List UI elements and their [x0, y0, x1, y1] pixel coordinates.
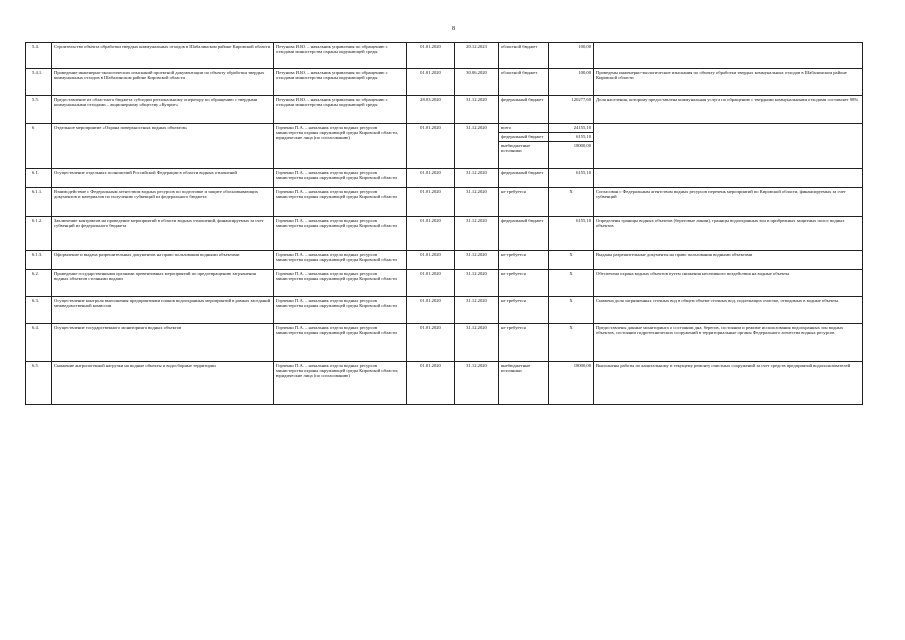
funding-source: внебюджетные источники	[501, 143, 531, 154]
funding-amount: Х	[549, 324, 594, 362]
responsible-executor: Горченко П.А. – начальник отдела водных ресурсов министерства охраны окружающей среды Кировской области	[274, 169, 407, 188]
funding-source: всего	[499, 124, 548, 133]
activity-name: Осуществление контроля выполнения предприятиями планов водоохранных мероприятий в рамках заседаний межведомственной комиссии	[52, 297, 274, 324]
start-date: 01.01.2020	[407, 362, 455, 405]
table-row	[26, 251, 863, 270]
end-date: 31.12.2020	[455, 324, 499, 362]
funding-amount: 24155,10	[549, 124, 593, 133]
responsible-executor: Горченко П.А. – начальник отдела водных ресурсов министерства охраны окружающей среды Кировской области; юридические лица (по согласованию)	[274, 362, 407, 405]
funding-source: областной бюджет	[499, 69, 549, 96]
funding-amount: 6155,10	[549, 133, 593, 142]
row-number: 6	[26, 124, 52, 169]
responsible-executor: Петунова И.Ю. – начальник управления по обращению с отходами министерства охраны окружающей среды	[274, 43, 407, 69]
row-number: 6.1.1.	[26, 188, 52, 217]
funding-amount: 6155,10	[549, 217, 594, 251]
start-date: 01.01.2020	[407, 188, 455, 217]
start-date: 01.01.2020	[407, 297, 455, 324]
start-date: 01.01.2020	[407, 217, 455, 251]
responsible-executor: Горченко П.А. – начальник отдела водных ресурсов министерства охраны окружающей среды Кировской области	[274, 251, 407, 270]
table-row	[26, 362, 863, 405]
funding-source: федеральный бюджет	[499, 96, 549, 124]
end-date: 31.12.2020	[455, 251, 499, 270]
responsible-executor: Горченко П.А. – начальник отдела водных ресурсов министерства охраны окружающей среды Кировской области	[274, 270, 407, 297]
expected-result: Определены границы водных объектов (береговые линии), границы водоохранных зон и прибрежных защитных полос водных объектов	[594, 217, 863, 251]
end-date: 31.12.2020	[455, 362, 499, 405]
activity-name: Снижение антропогенной нагрузки на водные объекты и водосборные территории	[52, 362, 274, 405]
funding-amount: 100,00	[549, 43, 594, 69]
funding-amount: 100,00	[549, 69, 594, 96]
table-row	[26, 297, 863, 324]
expected-result: Согласован с Федеральным агентством водных ресурсов перечень мероприятий по Кировской области, финансируемых за счет субвенций	[594, 188, 863, 217]
table-row	[26, 69, 863, 96]
end-date: 30.06.2020	[455, 69, 499, 96]
row-number: 5.4.1.	[26, 69, 52, 96]
end-date: 20.12.2023	[455, 43, 499, 69]
row-number: 6.1.3.	[26, 251, 52, 270]
funding-source: федеральный бюджет	[499, 169, 549, 188]
expected-result	[594, 124, 863, 169]
row-number: 6.2.	[26, 270, 52, 297]
activity-name: Проведение инженерно-экологических изысканий проектной документации по объекту обработки твердых коммунальных отходов в Шабалинском районе Кировской области	[52, 69, 274, 96]
funding-amount: Х	[549, 270, 594, 297]
end-date: 31.12.2020	[455, 217, 499, 251]
funding-amount: 18000,00	[549, 362, 594, 405]
table-row	[26, 188, 863, 217]
table-row	[26, 96, 863, 124]
funding-amount: 18000,00	[573, 143, 591, 148]
expected-result: Доля населения, которому предоставлена коммунальная услуга по обращению с твердыми коммунальными отходами составляет 98%	[594, 96, 863, 124]
row-number: 5.5.	[26, 96, 52, 124]
start-date: 01.01.2020	[407, 43, 455, 69]
funding-source: не требуется	[499, 270, 549, 297]
expected-result: Выданы разрешительные документы на право пользования водными объектами	[594, 251, 863, 270]
expected-result: Обеспечена охрана водных объектов путем снижения негативного воздействия на водные объекты	[594, 270, 863, 297]
responsible-executor: Горченко П.А. – начальник отдела водных ресурсов министерства охраны окружающей среды Кировской области	[274, 324, 407, 362]
expected-result: Выполнены работы по капитальному и текущему ремонту очистных сооружений за счет средств предприятий водопользователей	[594, 362, 863, 405]
responsible-executor: Горченко П.А. – начальник отдела водных ресурсов министерства охраны окружающей среды Кировской области	[274, 297, 407, 324]
table-row	[26, 43, 863, 69]
table-row	[26, 324, 863, 362]
end-date: 31.12.2020	[455, 270, 499, 297]
end-date: 31.12.2020	[455, 96, 499, 124]
expected-result	[594, 43, 863, 69]
page-number: 8	[452, 26, 455, 32]
program-activities-table	[25, 42, 863, 405]
end-date: 31.12.2020	[455, 124, 499, 169]
expected-result: Предоставлены данные мониторинга о состоянии дна, берегов, состоянии и режиме использования водоохранных зон водных объектов, состоянии гидротехнических сооружений в территориальные органы Федерального агентства водных ресурсов	[594, 324, 863, 362]
responsible-executor: Петунова И.Ю. – начальник управления по обращению с отходами министерства охраны окружающей среды	[274, 96, 407, 124]
row-number: 5.4.	[26, 43, 52, 69]
start-date: 01.01.2020	[407, 169, 455, 188]
funding-amount-breakdown	[549, 124, 594, 169]
start-date: 01.01.2020	[407, 270, 455, 297]
start-date: 01.01.2020	[407, 124, 455, 169]
table-row	[26, 169, 863, 188]
activity-name: Осуществление государственного мониторинга водных объектов	[52, 324, 274, 362]
expected-result: Проведены инженерно-экологические изыскания по объекту обработки твердых коммунальных отходов в Шабалинском районе Кировской области	[594, 69, 863, 96]
activity-name: Проведение государственными органами превентивных мероприятий по предотвращению загрязнения водных объектов сточными водами	[52, 270, 274, 297]
funding-amount: Х	[549, 297, 594, 324]
funding-amount: Х	[549, 188, 594, 217]
activity-name: Взаимодействие с Федеральным агентством водных ресурсов по подготовке и защите обосновывающих документов и материалов по получению субвенций из федерального бюджета	[52, 188, 274, 217]
table-row	[26, 124, 863, 169]
start-date: 01.01.2020	[407, 324, 455, 362]
end-date: 31.12.2020	[455, 188, 499, 217]
funding-source: не требуется	[499, 188, 549, 217]
activity-name: Оформление и выдача разрешительных документов на право пользования водными объектами	[52, 251, 274, 270]
row-number: 6.4.	[26, 324, 52, 362]
end-date: 31.12.2020	[455, 169, 499, 188]
funding-amount: 6155,10	[549, 169, 594, 188]
row-number: 6.1.2.	[26, 217, 52, 251]
responsible-executor: Петунова И.Ю. – начальник управления по обращению с отходами министерства охраны окружающей среды	[274, 69, 407, 96]
funding-amount: Х	[549, 251, 594, 270]
activity-name: Отдельное мероприятие «Охрана поверхностных водных объектов»	[52, 124, 274, 169]
funding-source: внебюджетные источники	[499, 362, 549, 405]
activity-name: Осуществление отдельных полномочий Российской Федерации в области водных отношений	[52, 169, 274, 188]
end-date: 31.12.2020	[455, 297, 499, 324]
funding-source-breakdown	[499, 124, 549, 169]
activity-name: Предоставление из областного бюджета субсидии региональному оператору по обращению с твердыми коммунальными отходами – акционерному обществу «Куприт»	[52, 96, 274, 124]
expected-result: Снижена доля загрязненных сточных вод в общем объеме сточных вод, подлежащих очистке, отводимых в водные объекты.	[594, 297, 863, 324]
activity-name: Заключение контрактов на проведение мероприятий в области водных отношений, финансируемых за счет субвенций из федерального бюджета	[52, 217, 274, 251]
start-date: 28.03.2020	[407, 96, 455, 124]
activity-name: Строительство объекта обработки твердых коммунальных отходов в Шабалинском районе Кировской области	[52, 43, 274, 69]
table-row	[26, 217, 863, 251]
funding-source: не требуется	[499, 324, 549, 362]
table-row	[26, 270, 863, 297]
row-number: 6.5.	[26, 362, 52, 405]
expected-result	[594, 169, 863, 188]
responsible-executor: Горченко П.А. – начальник отдела водных ресурсов министерства охраны окружающей среды Кировской области, юридические лица (по согласованию)	[274, 124, 407, 169]
responsible-executor: Горченко П.А. – начальник отдела водных ресурсов министерства охраны окружающей среды Кировской области	[274, 188, 407, 217]
funding-source: областной бюджет	[499, 43, 549, 69]
responsible-executor: Горченко П.А. – начальник отдела водных ресурсов министерства охраны окружающей среды Кировской области	[274, 217, 407, 251]
row-number: 6.1.	[26, 169, 52, 188]
funding-source: не требуется	[499, 251, 549, 270]
funding-amount: 120277,60	[549, 96, 594, 124]
funding-source: федеральный бюджет	[499, 217, 549, 251]
row-number: 6.3.	[26, 297, 52, 324]
start-date: 01.01.2020	[407, 69, 455, 96]
funding-source: не требуется	[499, 297, 549, 324]
funding-source: федеральный бюджет	[499, 133, 548, 142]
start-date: 01.01.2020	[407, 251, 455, 270]
